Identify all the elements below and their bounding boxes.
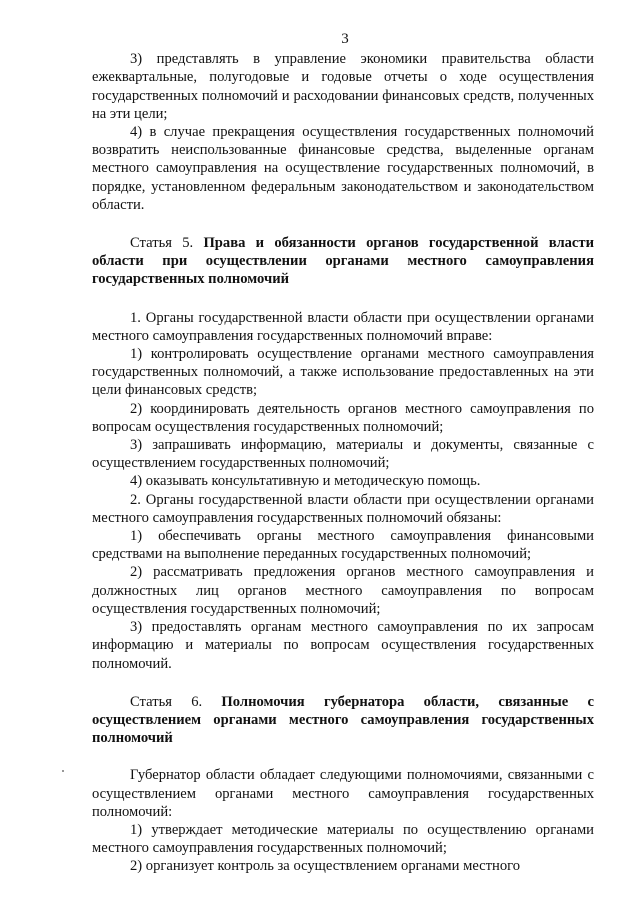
article-5-paragraph: 1) обеспечивать органы местного самоуправления финансовыми средствами на выполнение переданных государственных полномочий; (92, 528, 594, 563)
article-6-paragraph: 1) утверждает методические материалы по осуществлению органами местного самоуправления государственных полномочий; (92, 821, 594, 857)
article-5-paragraph: 2) координировать деятельность органов местного самоуправления по вопросам осуществления государственных полномочий; (92, 400, 594, 435)
article-5-heading (92, 234, 594, 289)
article-6-title: Полномочия губернатора области, связанные с осуществлением органами местного самоуправления государственных полномочий (92, 693, 594, 747)
paragraph-item-4: 4) в случае прекращения осуществления государственных полномочий возвратить неиспользованные финансовые средства, выделенные органам местного самоуправления на осуществление государственных полномочий, в порядке, установленном федеральным законодательством и законодательством области. (92, 124, 594, 213)
paragraph-item-3: 3) представлять в управление экономики правительства области ежеквартальные, полугодовые и годовые отчеты о ходе осуществления государственных полномочий и расходовании финансовых средств, полученных на эти цели; (92, 51, 594, 122)
article-6-label: Статья 6. (130, 693, 203, 710)
article-5-paragraph: 3) запрашивать информацию, материалы и документы, связанные с осуществлением государственных полномочий; (92, 437, 594, 472)
article-5-paragraph: 3) предоставлять органам местного самоуправления по их запросам информацию и материалы по вопросам осуществления государственных полномочий. (92, 619, 594, 672)
scan-speck (62, 770, 64, 772)
article-6-paragraph: 2) организует контроль за осуществлением органами местного (130, 858, 521, 875)
article-6-heading (92, 693, 594, 748)
article-5-title: Права и обязанности органов государственной власти области при осуществлении органами местного самоуправления государственных полномочий (92, 235, 594, 288)
article-5-paragraph: 1. Органы государственной власти области при осуществлении органами местного самоуправления государственных полномочий вправе: (92, 309, 594, 344)
page-number: 3 (341, 31, 349, 47)
document-page (92, 30, 594, 876)
article-5-paragraph: 4) оказывать консультативную и методическую помощь. (130, 473, 481, 490)
article-6-paragraph: Губернатор области обладает следующими полномочиями, связанными с осуществлением органами местного самоуправления государственных полномочий: (92, 767, 594, 820)
article-5-paragraph: 2) рассматривать предложения органов местного самоуправления и должностных лиц органов местного самоуправления по вопросам осуществления государственных полномочий; (92, 564, 594, 617)
article-5-label: Статья 5. (130, 235, 194, 252)
article-5-paragraph: 2. Органы государственной власти области при осуществлении органами местного самоуправления государственных полномочий обязаны: (92, 491, 594, 526)
article-5-paragraph: 1) контролировать осуществление органами местного самоуправления государственных полномочий, а также использование предоставленных на эти цели финансовых средств; (92, 346, 594, 399)
